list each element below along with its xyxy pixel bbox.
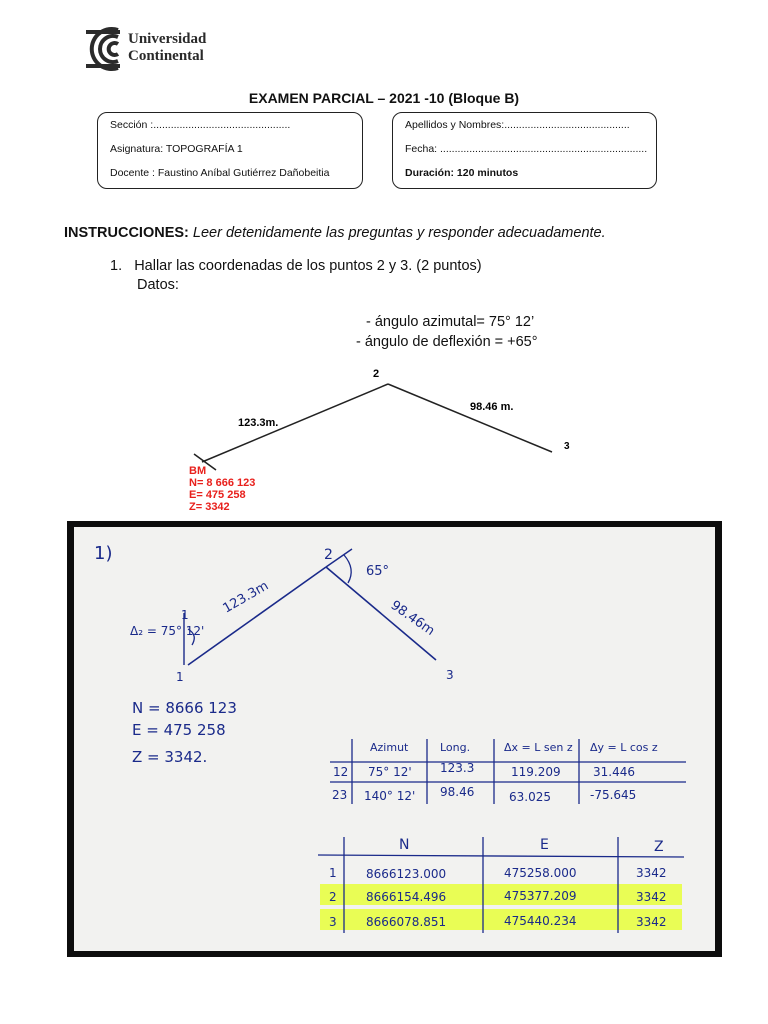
- t2-row3-id: 3: [329, 915, 337, 929]
- t1-row2-az: 140° 12': [364, 789, 416, 803]
- t1-row1-dx: 119.209: [511, 765, 561, 779]
- exam-title: EXAMEN PARCIAL – 2021 -10 (Bloque B): [248, 90, 520, 106]
- label-dist-2-3: 98.46 m.: [470, 401, 514, 413]
- question-1: [110, 258, 482, 274]
- sketch-point-1-top: 1: [181, 608, 189, 622]
- t2-row1-id: 1: [329, 866, 337, 880]
- sketch-angle-65: 65°: [366, 564, 390, 579]
- docente-field: Docente : Faustino Aníbal Gutiérrez Dañobeitia: [110, 167, 330, 179]
- t2-header-z: Z: [654, 839, 664, 855]
- t1-header-dx: Δx = L sen z: [504, 741, 573, 754]
- t1-row1-az: 75° 12': [368, 765, 412, 779]
- apellidos-field: Apellidos y Nombres:...........................................: [405, 119, 630, 131]
- label-point-2: 2: [373, 368, 380, 380]
- bm-label: BM: [189, 465, 207, 477]
- sketch-dist-2-3: 98.46m: [387, 597, 438, 639]
- answer-heading: 1): [94, 543, 113, 564]
- t2-row1-z: 3342: [636, 866, 667, 880]
- instructions-label: INSTRUCCIONES:: [64, 225, 189, 241]
- t2-row2-z: 3342: [636, 890, 667, 904]
- segment-1-2: [202, 384, 388, 462]
- t2-row3-n: 8666078.851: [366, 915, 447, 929]
- duracion-field: Duración: 120 minutos: [405, 167, 519, 179]
- t1-row2-id: 23: [332, 788, 348, 802]
- answer-east: E = 475 258: [132, 721, 226, 739]
- bm-elevation: Z= 3342: [189, 501, 230, 513]
- t1-header-long: Long.: [440, 741, 471, 754]
- bm-east: E= 475 258: [189, 489, 246, 501]
- t2-row2-id: 2: [329, 890, 337, 904]
- t2-row1-n: 8666123.000: [366, 867, 447, 881]
- answer-elevation: Z = 3342.: [132, 748, 208, 766]
- label-dist-1-2: 123.3m.: [238, 417, 279, 429]
- question-text: Hallar las coordenadas de los puntos 2 y 3. (2 puntos): [134, 258, 482, 274]
- angle-arc: [344, 555, 351, 583]
- instructions: [64, 225, 606, 241]
- sketch-point-2: 2: [324, 547, 333, 563]
- question-number: 1.: [110, 258, 123, 274]
- t1-row2-dy: -75.645: [590, 788, 637, 802]
- university-name: Universidad Continental: [128, 31, 207, 64]
- t2-row2-e: 475377.209: [504, 889, 577, 903]
- t2-header-e: E: [540, 837, 549, 853]
- answer-north: N = 8666 123: [132, 699, 237, 717]
- t1-header-azimut: Azimut: [370, 741, 409, 754]
- segment-2-3: [388, 384, 552, 452]
- fecha-field: Fecha: .......................................................................: [405, 143, 648, 155]
- t1-row1-id: 12: [333, 765, 349, 779]
- traverse-diagram: [180, 360, 600, 520]
- handwritten-answer: [74, 527, 715, 951]
- label-point-3: 3: [564, 441, 570, 452]
- asignatura-field: Asignatura: TOPOGRAFÍA 1: [110, 143, 243, 155]
- sketch-azimuth: Δ₂ = 75° 12': [130, 624, 205, 638]
- deflection-given: - ángulo de deflexión = +65°: [356, 334, 538, 350]
- seccion-field: Sección :...............................................: [110, 119, 291, 131]
- student-info-right: [392, 112, 657, 189]
- instructions-text: Leer detenidamente las preguntas y responder adecuadamente.: [192, 225, 606, 241]
- t2-row1-e: 475258.000: [504, 866, 577, 880]
- sketch-dist-1-2: 123.3m: [220, 578, 272, 617]
- bm-north: N= 8 666 123: [189, 477, 256, 489]
- t1-row1-dy: 31.446: [593, 765, 635, 779]
- azimuth-given: - ángulo azimutal= 75° 12’: [366, 314, 535, 330]
- t2-row3-z: 3342: [636, 915, 667, 929]
- sketch-point-3: 3: [446, 668, 454, 682]
- t2-header-n: N: [399, 837, 410, 853]
- t2-row2-n: 8666154.496: [366, 890, 447, 904]
- datos-label: Datos:: [137, 277, 179, 293]
- t1-row2-dx: 63.025: [509, 790, 551, 804]
- student-info-left: [97, 112, 363, 189]
- t1-header-dy: Δy = L cos z: [590, 741, 658, 754]
- sketch-point-1: 1: [176, 670, 184, 684]
- t1-row1-len: 123.3: [440, 761, 475, 775]
- t1-row2-len: 98.46: [440, 785, 475, 799]
- t2-row3-e: 475440.234: [504, 914, 577, 928]
